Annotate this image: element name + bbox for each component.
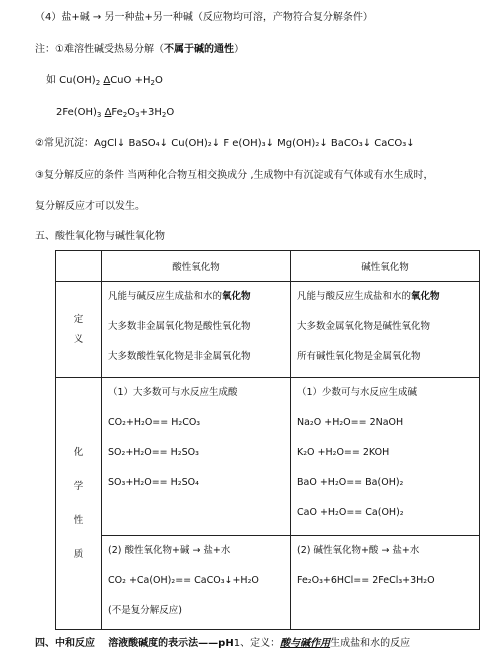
prop-equation: BaO +H₂O== Ba(OH)₂	[297, 477, 404, 488]
header-acid-oxide: 酸性氧化物	[102, 251, 291, 282]
section-4-heading	[35, 637, 410, 651]
eq-part: CuO +H	[110, 75, 151, 86]
label-char: 化	[73, 446, 84, 458]
common-precipitates: ②常见沉淀：AgCl↓ BaSO₄↓ Cu(OH)₂↓ F e(OH)₃↓ Mg(OH)₂↓ BaCO₃↓ CaCO₃↓	[35, 138, 415, 149]
base-prop-2	[291, 536, 480, 630]
eq-sub: 2	[161, 111, 167, 119]
double-decomp-condition-2: 复分解反应才可以发生。	[35, 201, 145, 212]
prop-title: （1）少数可与水反应生成碱	[297, 387, 418, 398]
prop-equation: Na₂O +H₂O== 2NaOH	[297, 417, 404, 428]
definition-key: 酸与碱作用	[280, 638, 331, 649]
prop-note: (不是复分解反应)	[108, 605, 182, 616]
eq-part: 2Fe(OH)	[56, 107, 97, 118]
definition-row	[56, 282, 480, 378]
definition-label	[56, 282, 102, 378]
def-line	[291, 290, 479, 304]
double-decomp-condition-1: ③复分解反应的条件 当两种化合物互相交换成分 ,生成物中有沉淀或有气体或有水生成时，	[35, 170, 434, 181]
definition-intro: 1、定义：	[233, 638, 281, 649]
eq-part: 如 Cu(OH)	[46, 75, 96, 86]
equation-cu-oh	[46, 74, 163, 88]
eq-sub: 3	[96, 111, 102, 119]
def-line: 所有碱性氧化物是金属氧化物	[297, 351, 421, 362]
label-char: 义	[73, 333, 84, 345]
eq-part: O	[166, 107, 175, 118]
rule-salt-base: （4）盐+碱 → 另一种盐+另一种碱（反应物均可溶，产物符合复分解条件）	[35, 12, 373, 23]
def-line: 大多数非金属氧化物是酸性氧化物	[108, 321, 251, 332]
heat-condition: Δ	[104, 107, 112, 118]
def-line: 大多数酸性氧化物是非金属氧化物	[108, 351, 251, 362]
note-suffix: ）	[233, 44, 244, 55]
definition-base	[291, 282, 480, 378]
prop-equation: SO₃+H₂O== H₂SO₄	[108, 477, 199, 488]
equation-fe-oh	[56, 106, 174, 120]
prop-equation: CO₂ +Ca(OH)₂== CaCO₃↓+H₂O	[108, 575, 259, 586]
eq-sub: 2	[150, 79, 155, 87]
note-bold: 不属于碱的通性	[163, 44, 234, 55]
def-text: 凡能与酸反应生成盐和水的	[297, 291, 412, 302]
base-prop-1	[291, 378, 480, 536]
prop-title: （1）大多数可与水反应生成酸	[108, 387, 238, 398]
note-prefix: 注：①难溶性碱受热易分解（	[35, 44, 164, 55]
chem-props-label	[56, 378, 102, 630]
prop-title: (2) 酸性氧化物+碱 → 盐+水	[108, 545, 231, 556]
label-char: 性	[73, 514, 84, 526]
eq-part: O	[127, 107, 136, 118]
label-char: 定	[73, 313, 84, 325]
header-base-oxide: 碱性氧化物	[291, 251, 480, 282]
prop-equation: CO₂+H₂O== H₂CO₃	[108, 417, 201, 428]
def-line: 大多数金属氧化物是碱性氧化物	[297, 321, 431, 332]
prop-equation: Fe₂O₃+6HCl== 2FeCl₃+3H₂O	[297, 575, 435, 586]
def-bold: 氧化物	[411, 291, 440, 302]
heading-ph: 溶液酸碱度的表示法——pH	[108, 638, 234, 649]
definition-rest: 生成盐和水的反应	[330, 638, 411, 649]
prop-title: (2) 碱性氧化物+酸 → 盐+水	[297, 545, 420, 556]
label-char: 学	[73, 480, 84, 492]
eq-part: O	[154, 75, 163, 86]
prop-equation: SO₂+H₂O== H₂SO₃	[108, 447, 199, 458]
definition-acid	[102, 282, 291, 378]
section-5-heading: 五、酸性氧化物与碱性氧化物	[35, 231, 165, 242]
def-bold: 氧化物	[222, 291, 251, 302]
eq-sub: 2	[122, 111, 128, 119]
eq-sub: 3	[135, 111, 140, 119]
header-blank	[56, 251, 102, 282]
prop-equation: K₂O +H₂O== 2KOH	[297, 447, 390, 458]
def-line	[102, 290, 290, 304]
acid-prop-1	[102, 378, 291, 536]
chem-props-row-2	[56, 536, 480, 630]
eq-part: +3H	[139, 107, 162, 118]
eq-sub: 2	[95, 79, 101, 87]
acid-prop-2	[102, 536, 291, 630]
note-insoluble-base	[35, 43, 244, 57]
prop-equation: CaO +H₂O== Ca(OH)₂	[297, 507, 404, 518]
eq-part: Fe	[111, 107, 123, 118]
def-text: 凡能与碱反应生成盐和水的	[108, 291, 223, 302]
chem-props-row-1	[56, 378, 480, 536]
label-char: 质	[73, 548, 84, 560]
table-header-row	[56, 251, 480, 282]
heading-neutralization: 四、中和反应	[35, 638, 95, 649]
oxides-table	[55, 250, 480, 630]
heat-condition: Δ	[103, 75, 111, 86]
